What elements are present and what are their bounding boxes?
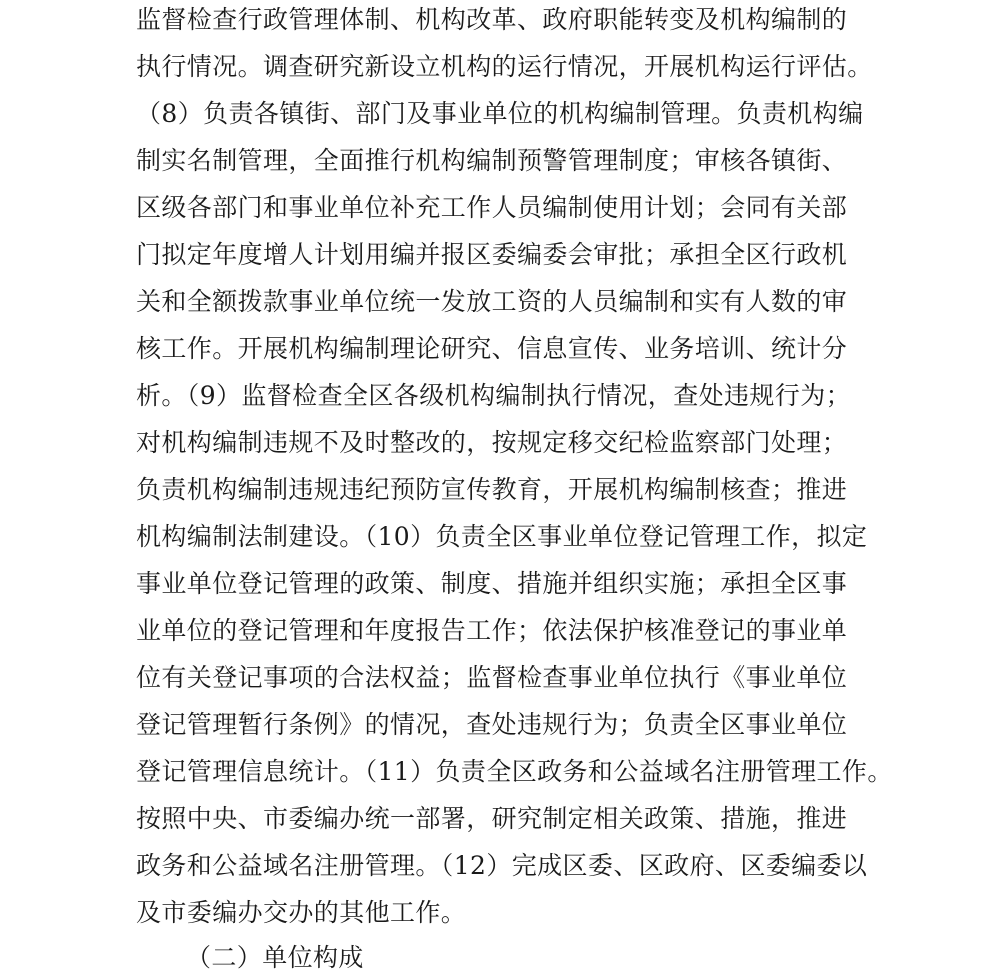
paragraph-line: 登记管理暂行条例》的情况，查处违规行为；负责全区事业单位 xyxy=(136,710,848,739)
paragraph-line: 关和全额拨款事业单位统一发放工资的人员编制和实有人数的审 xyxy=(136,287,848,316)
paragraph-line: 及市委编办交办的其他工作。 xyxy=(136,898,467,927)
paragraph-line: 制实名制管理，全面推行机构编制预警管理制度；审核各镇街、 xyxy=(136,146,848,175)
paragraph-line: 核工作。开展机构编制理论研究、信息宣传、业务培训、统计分 xyxy=(136,334,848,363)
paragraph-line: 门拟定年度增人计划用编并报区委编委会审批；承担全区行政机 xyxy=(136,240,848,269)
paragraph-line: 机构编制法制建设。（10）负责全区事业单位登记管理工作，拟定 xyxy=(136,522,868,551)
paragraph-line: 位有关登记事项的合法权益；监督检查事业单位执行《事业单位 xyxy=(136,663,848,692)
paragraph-line: 负责机构编制违规违纪预防宣传教育，开展机构编制核查；推进 xyxy=(136,475,848,504)
paragraph-line: 对机构编制违规不及时整改的，按规定移交纪检监察部门处理； xyxy=(136,428,848,457)
paragraph-line: 执行情况。调查研究新设立机构的运行情况，开展机构运行评估。 xyxy=(136,52,873,81)
paragraph-line: 政务和公益域名注册管理。（12）完成区委、区政府、区委编委以 xyxy=(136,851,868,880)
paragraph-line: 登记管理信息统计。（11）负责全区政务和公益域名注册管理工作。 xyxy=(136,757,893,786)
paragraph-line: 监督检查行政管理体制、机构改革、政府职能转变及机构编制的 xyxy=(136,5,848,34)
paragraph-line: （8）负责各镇街、部门及事业单位的机构编制管理。负责机构编 xyxy=(136,99,864,128)
paragraph-line: 析。（9）监督检查全区各级机构编制执行情况，查处违规行为； xyxy=(136,381,852,410)
paragraph-line: 事业单位登记管理的政策、制度、措施并组织实施；承担全区事 xyxy=(136,569,848,598)
paragraph-line: 区级各部门和事业单位补充工作人员编制使用计划；会同有关部 xyxy=(136,193,848,222)
paragraph-line: 业单位的登记管理和年度报告工作；依法保护核准登记的事业单 xyxy=(136,616,848,645)
section-heading: （二）单位构成 xyxy=(186,943,364,972)
paragraph-line: 按照中央、市委编办统一部署，研究制定相关政策、措施，推进 xyxy=(136,804,848,833)
